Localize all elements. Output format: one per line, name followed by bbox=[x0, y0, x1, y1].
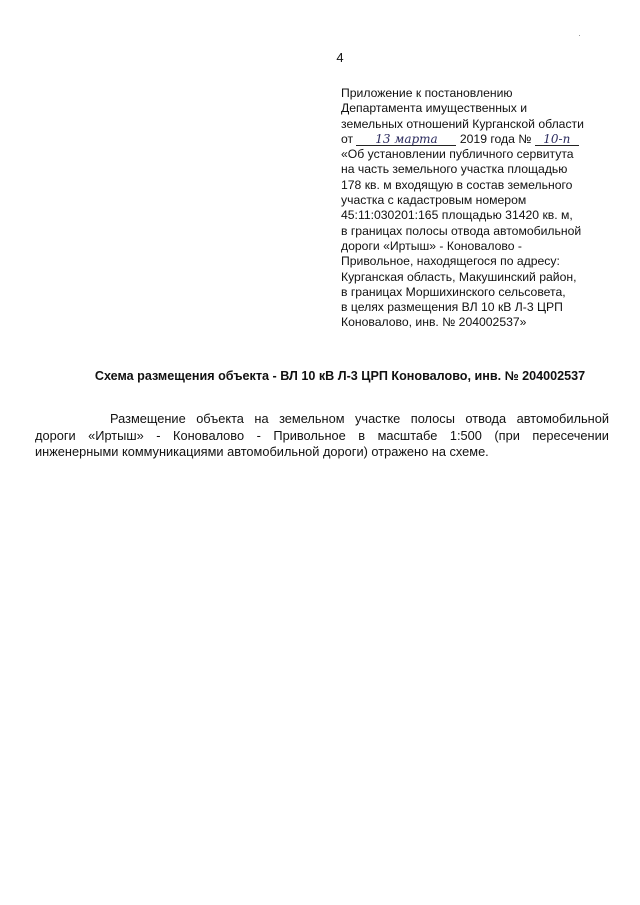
annex-line-10: в границах полосы отвода автомобильной bbox=[341, 223, 582, 238]
annex-header-block bbox=[341, 86, 611, 331]
annex-line-15: в целях размещения ВЛ 10 кВ Л-3 ЦРП bbox=[341, 300, 563, 315]
scan-artifact-dot bbox=[579, 35, 580, 36]
body-word: Привольное bbox=[273, 427, 346, 443]
body-word: на bbox=[254, 411, 269, 426]
body-word: Коновалово bbox=[173, 427, 245, 443]
handwritten-number: 10-п bbox=[535, 133, 579, 146]
annex-line-16: Коновалово, инв. № 204002537» bbox=[341, 315, 527, 330]
annex-date-year: 2019 года № bbox=[459, 131, 532, 146]
annex-line-13: Курганская область, Макушинский район, bbox=[341, 269, 577, 284]
body-word: (при bbox=[494, 427, 520, 443]
annex-line-7: 178 кв. м входящую в состав земельного bbox=[341, 177, 573, 192]
body-word: автомобильной bbox=[516, 411, 609, 426]
body-word: Размещение bbox=[110, 411, 186, 426]
body-word: полосы bbox=[410, 411, 455, 426]
body-word: участке bbox=[355, 411, 401, 426]
body-word: земельном bbox=[279, 411, 345, 426]
annex-line-14: в границах Моршихинского сельсовета, bbox=[341, 284, 566, 299]
annex-line-3: земельных отношений Курганской области bbox=[341, 116, 584, 131]
body-word: 1:500 bbox=[449, 427, 482, 443]
page-number: 4 bbox=[336, 50, 344, 65]
document-title: Схема размещения объекта - ВЛ 10 кВ Л-3 ЦРП Коновалово, инв. № 204002537 bbox=[94, 369, 586, 383]
annex-line-5: «Об установлении публичного сервитута bbox=[341, 147, 574, 162]
body-word: масштабе bbox=[377, 427, 438, 443]
annex-line-6: на часть земельного участка площадью bbox=[341, 162, 568, 177]
body-word: пересечении bbox=[532, 427, 609, 443]
body-word: в bbox=[358, 427, 366, 443]
body-paragraph bbox=[35, 411, 609, 461]
body-word: объекта bbox=[196, 411, 244, 426]
body-word: - bbox=[256, 427, 261, 443]
body-word: «Иртыш» bbox=[88, 427, 144, 443]
annex-line-8: участка с кадастровым номером bbox=[341, 193, 527, 208]
body-line-3: инженерными коммуникациями автомобильной дороги) отражено на схеме. bbox=[35, 444, 489, 459]
annex-line-11: дороги «Иртыш» - Коновалово - bbox=[341, 238, 522, 253]
annex-line-9: 45:11:030201:165 площадью 31420 кв. м, bbox=[341, 208, 573, 223]
annex-line-2: Департамента имущественных и bbox=[341, 101, 528, 116]
handwritten-date: 13 марта bbox=[356, 133, 456, 146]
body-word: - bbox=[156, 427, 161, 443]
annex-line-12: Привольное, находящегося по адресу: bbox=[341, 254, 560, 269]
annex-line-1: Приложение к постановлению bbox=[341, 86, 513, 100]
body-word: отвода bbox=[465, 411, 507, 426]
body-word: дороги bbox=[35, 427, 76, 443]
annex-date-prefix: от bbox=[341, 131, 354, 146]
body-line-1 bbox=[35, 411, 609, 428]
annex-date-line bbox=[341, 132, 611, 147]
body-line-2 bbox=[35, 428, 609, 445]
